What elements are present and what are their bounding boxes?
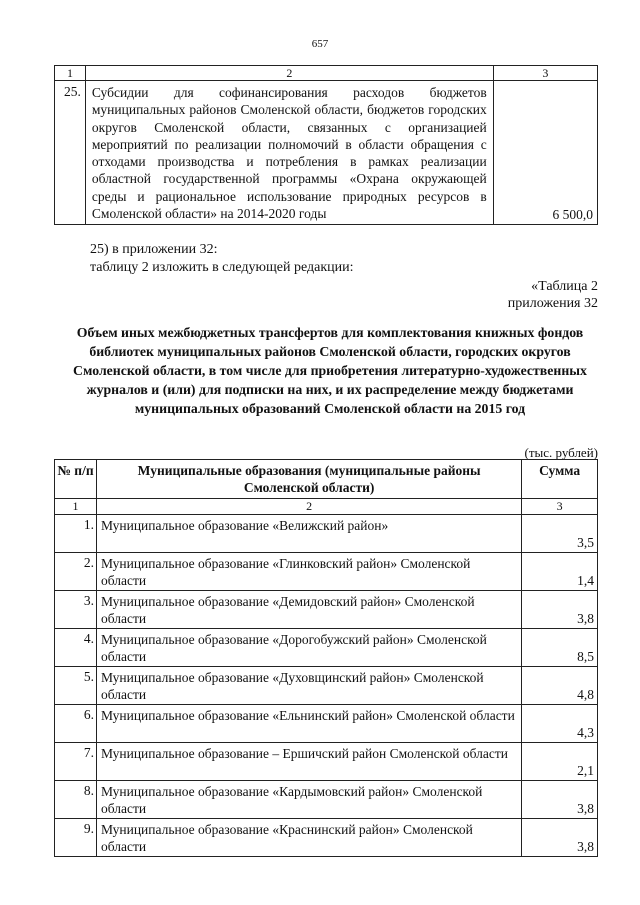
municipality-name: Муниципальное образование «Глинковский район» Смоленской области [96,553,521,591]
column-number-row [55,66,598,81]
sum-value: 4,3 [522,705,598,743]
row-description: Субсидии для софинансирования расходов бюджетов муниципальных районов Смоленской области, бюджетов городских округов Смоленской области, связанных с организацией мероприятий по реализации полномочий в области обращения с отходами производства и потребления в рамках реализации областной государственной программы «Охрана окружающей среды и рациональное использование природных ресурсов в Смоленской области» на 2014-2020 годы [85,81,493,225]
column-number-cell: 3 [493,66,597,81]
row-number: 1. [55,515,97,553]
sum-value: 3,8 [522,591,598,629]
municipality-name: Муниципальное образование «Ельнинский район» Смоленской области [96,705,521,743]
municipality-name: Муниципальное образование «Дорогобужский район» Смоленской области [96,629,521,667]
sum-value: 3,8 [522,781,598,819]
table-row [55,667,598,705]
sum-value: 4,8 [522,667,598,705]
table-title: Объем иных межбюджетных трансфертов для комплектования книжных фондов библиотек муниципальных районов Смоленской области, городских округов Смоленской области, в том числе для приобретения литературно-художественных журналов и (или) для подписки на них, и их распределение между бюджетами муниципальных образований Смоленской области на 2015 год [73,325,587,416]
column-number-cell: 2 [85,66,493,81]
page-number: 657 [311,38,329,50]
annex-instruction-detail: таблицу 2 изложить в следующей редакции: [90,260,354,275]
table-row [55,743,598,781]
row-number: 2. [55,553,97,591]
row-amount: 6 500,0 [493,81,597,225]
municipality-name: Муниципальное образование «Велижский район» [96,515,521,553]
sum-value: 3,8 [522,819,598,857]
row-number: 9. [55,819,97,857]
row-number: 6. [55,705,97,743]
municipality-name: Муниципальное образование «Демидовский район» Смоленской области [96,591,521,629]
sum-value: 1,4 [522,553,598,591]
header-number: № п/п [55,460,97,499]
row-number: 5. [55,667,97,705]
row-number: 4. [55,629,97,667]
municipality-name: Муниципальное образование – Ершичский район Смоленской области [96,743,521,781]
table-reference [508,278,598,312]
header-municipality: Муниципальные образования (муниципальные районы Смоленской области) [96,460,521,499]
sum-value: 3,5 [522,515,598,553]
table-row [55,591,598,629]
units-label: (тыс. рублей) [524,445,598,460]
table-reference-line: приложения 32 [507,296,598,311]
sum-value: 2,1 [522,743,598,781]
table-reference-line: «Таблица 2 [531,279,598,294]
municipality-name: Муниципальное образование «Духовщинский район» Смоленской области [96,667,521,705]
sum-value: 8,5 [522,629,598,667]
column-number-cell: 1 [55,499,97,515]
row-number: 25. [55,81,86,225]
row-number: 3. [55,591,97,629]
row-number: 8. [55,781,97,819]
table-row [55,781,598,819]
column-number-cell: 1 [55,66,86,81]
table-row [55,81,598,225]
distribution-table [54,459,598,857]
table-row [55,515,598,553]
header-sum: Сумма [522,460,598,499]
table-row [55,819,598,857]
table-row [55,629,598,667]
row-number: 7. [55,743,97,781]
column-number-cell: 3 [522,499,598,515]
column-number-row [55,499,598,515]
continued-table [54,65,598,225]
annex-instruction: 25) в приложении 32: [90,242,218,257]
municipality-name: Муниципальное образование «Кардымовский район» Смоленской области [96,781,521,819]
table-row [55,705,598,743]
table-row [55,553,598,591]
municipality-name: Муниципальное образование «Краснинский район» Смоленской области [96,819,521,857]
column-number-cell: 2 [96,499,521,515]
table-header-row [55,460,598,499]
